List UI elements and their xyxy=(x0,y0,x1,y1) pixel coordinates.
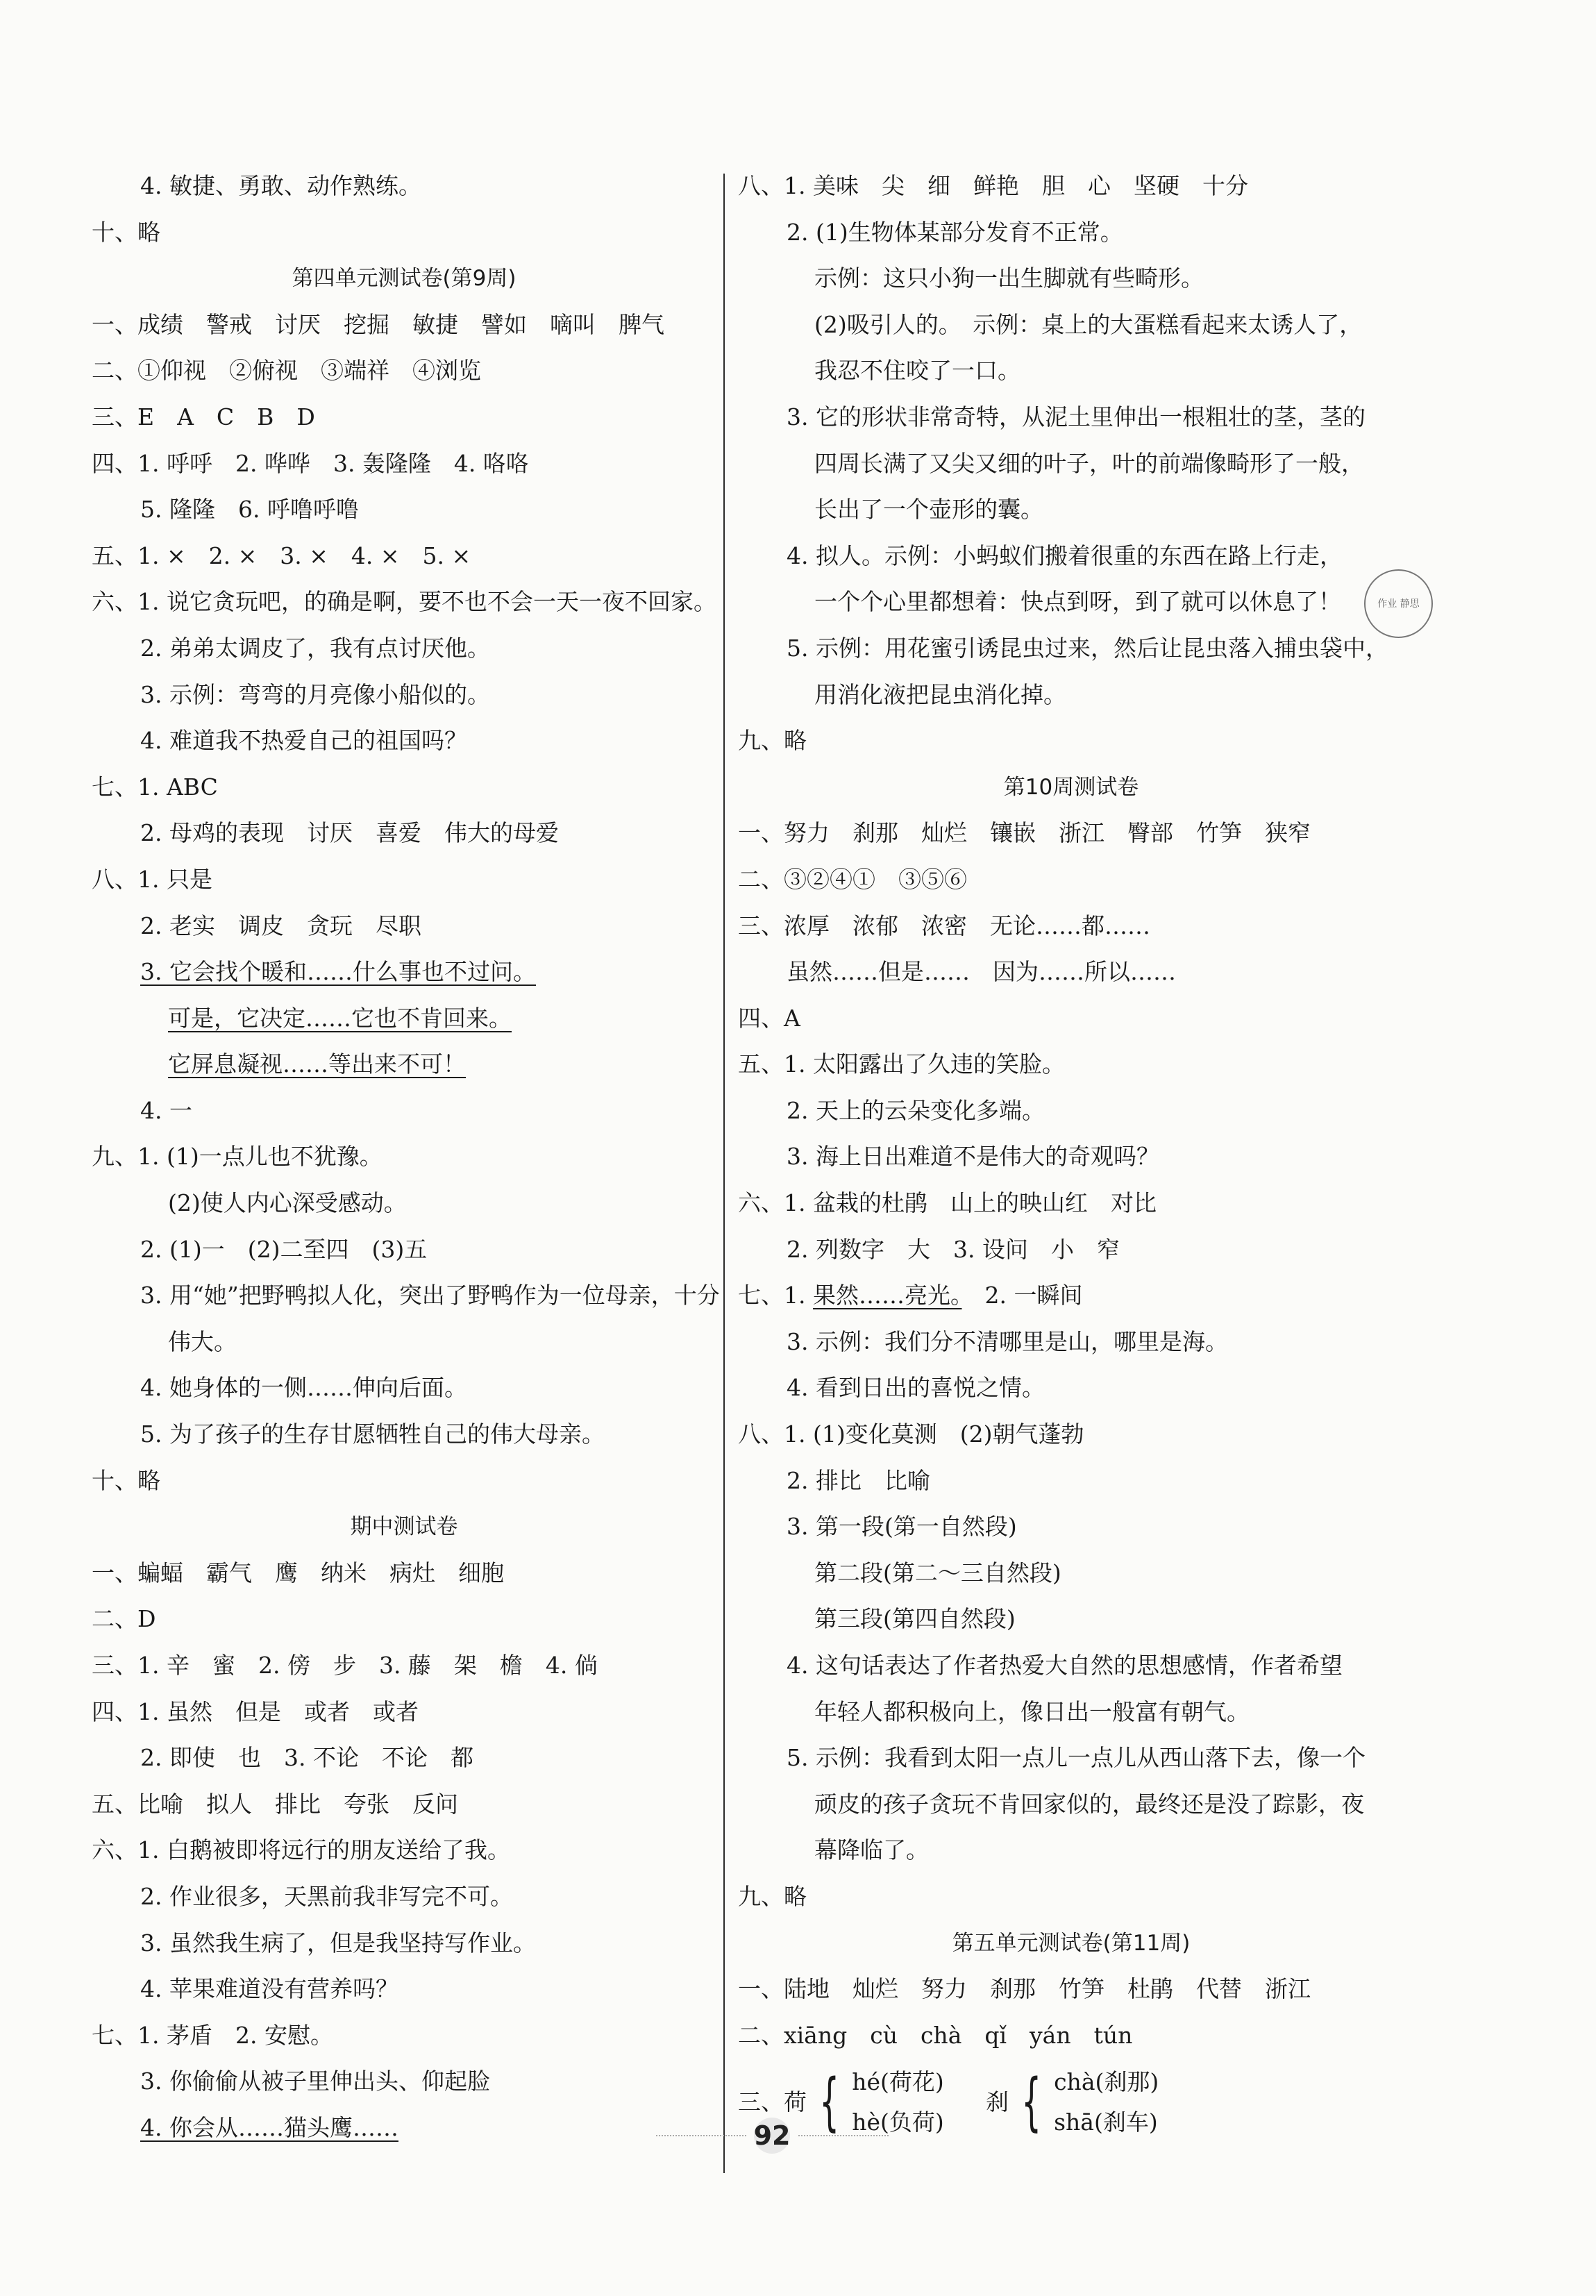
polyphone-char: 荷 xyxy=(784,2088,807,2115)
answer-line xyxy=(92,1458,716,1505)
answer-text: 2. (1)生物体某部分发育不正常。 xyxy=(787,218,1123,246)
answer-line xyxy=(92,1596,716,1643)
answer-line xyxy=(92,1689,716,1736)
answer-line xyxy=(738,1227,1404,1273)
answer-line xyxy=(92,1319,716,1366)
answer-text: 第四单元测试卷(第9周) xyxy=(292,266,516,292)
answer-text: 九、略 xyxy=(738,727,807,755)
answer-line xyxy=(738,1735,1404,1782)
answer-text: 一、努力 刹那 灿烂 镶嵌 浙江 臀部 竹笋 狭窄 xyxy=(738,819,1311,847)
answer-text: 十、略 xyxy=(92,1466,160,1494)
answer-line xyxy=(738,1966,1404,2013)
answer-text: 一个个心里都想着：快点到呀，到了就可以休息了！ xyxy=(814,588,1341,616)
answer-line xyxy=(738,533,1404,580)
answer-text: 六、1. 说它贪玩吧，的确是啊，要不也不会一天一夜不回家。 xyxy=(92,588,716,616)
answer-text: 3. 示例：我们分不清哪里是山，哪里是海。 xyxy=(787,1327,1228,1355)
answer-line xyxy=(738,949,1404,996)
answer-text: 四、A xyxy=(738,1004,800,1032)
answer-line xyxy=(92,1273,720,1319)
section-heading xyxy=(92,1504,716,1550)
answer-line xyxy=(738,857,1404,903)
column-divider xyxy=(723,174,725,2173)
answer-line xyxy=(738,1134,1404,1180)
answer-line: 七、1. 果然……亮光。 2. 一瞬间 xyxy=(738,1282,1083,1309)
answer-text: 三、1. 辛 蜜 2. 傍 步 3. 藤 架 檐 4. 倘 xyxy=(92,1652,598,1679)
answer-line xyxy=(738,1643,1404,1689)
answer-text: 一、陆地 灿烂 努力 刹那 竹笋 杜鹃 代替 浙江 xyxy=(738,1975,1311,2003)
answer-line xyxy=(92,579,716,626)
answer-text: 2. 即使 也 3. 不论 不论 都 xyxy=(140,1744,473,1772)
answer-line xyxy=(92,1782,716,1828)
answer-line xyxy=(92,1041,716,1088)
answer-text: 4. 她身体的一侧……伸向后面。 xyxy=(140,1374,467,1402)
answer-line xyxy=(92,810,716,857)
answer-text: 顽皮的孩子贪玩不肯回家似的，最终还是没了踪影，夜 xyxy=(814,1790,1364,1818)
reading-item: hè(负荷) xyxy=(852,2108,944,2136)
answer-line xyxy=(92,163,716,210)
answer-line xyxy=(92,949,716,996)
answer-text: 5. 为了孩子的生存甘愿牺牲自己的伟大母亲。 xyxy=(140,1421,605,1448)
answer-text: 示例：这只小狗一出生脚就有些畸形。 xyxy=(814,265,1204,292)
answer-line xyxy=(738,1550,1404,1597)
answer-text: 我忍不住咬了一口。 xyxy=(814,357,1020,385)
answer-line xyxy=(92,1088,716,1134)
answer-text: 第五单元测试卷(第11周) xyxy=(952,1930,1191,1956)
answer-text: 第二段(第二～三自然段) xyxy=(814,1559,1061,1586)
answer-line xyxy=(92,1365,716,1411)
answer-line xyxy=(92,1735,716,1782)
answer-line xyxy=(738,718,1404,764)
answer-text: 六、1. 白鹅被即将远行的朋友送给了我。 xyxy=(92,1836,510,1864)
answer-text: 5. 隆隆 6. 呼噜呼噜 xyxy=(140,496,359,523)
answer-text: 3. 示例：弯弯的月亮像小船似的。 xyxy=(140,680,490,708)
answer-line xyxy=(92,2105,716,2152)
answer-text: 二、①仰视 ②俯视 ③端祥 ④浏览 xyxy=(92,357,481,385)
polyphone-section xyxy=(738,2059,1404,2145)
answer-text: 4. 这句话表达了作者热爱大自然的思想感情，作者希望 xyxy=(787,1652,1343,1679)
answer-text: 2. 作业很多，天黑前我非写完不可。 xyxy=(140,1882,513,1910)
answer-line xyxy=(738,1365,1404,1411)
answer-line xyxy=(738,1504,1404,1550)
answer-line xyxy=(92,1643,716,1689)
answer-text: 一、蝙蝠 霸气 鹰 纳米 病灶 细胞 xyxy=(92,1559,504,1586)
answer-text: 2. 列数字 大 3. 设问 小 窄 xyxy=(787,1235,1120,1263)
answer-text: (2)使人内心深受感动。 xyxy=(168,1189,407,1217)
answer-text: 4. 你会从……猫头鹰…… xyxy=(140,2113,398,2141)
polyphone-group xyxy=(986,2062,1159,2143)
brace-icon: { xyxy=(1021,2065,1041,2138)
answer-line xyxy=(92,1550,716,1597)
answer-line xyxy=(92,1966,716,2013)
answer-text: 七、1. ABC xyxy=(92,773,218,801)
answer-line xyxy=(92,1134,716,1180)
answer-text: 四周长满了又尖又细的叶子，叶的前端像畸形了一般， xyxy=(814,449,1364,477)
answer-text: 期中测试卷 xyxy=(350,1514,458,1540)
reading-item: hé(荷花) xyxy=(852,2068,944,2095)
answer-text: 2. (1)一 (2)二至四 (3)五 xyxy=(140,1235,428,1263)
reading-item: shā(刹车) xyxy=(1054,2108,1158,2136)
answer-line xyxy=(92,394,716,441)
footer-dots-left xyxy=(656,2135,746,2136)
answer-text: 五、比喻 拟人 排比 夸张 反问 xyxy=(92,1790,458,1818)
section-prefix: 三、 xyxy=(738,2088,784,2115)
answer-line xyxy=(92,1180,716,1227)
answer-text: 四、1. 呼呼 2. 哗哗 3. 轰隆隆 4. 咯咯 xyxy=(92,449,529,477)
answer-text: 四、1. 虽然 但是 或者 或者 xyxy=(92,1698,419,1725)
answer-line xyxy=(92,441,716,487)
answer-text: 二、③②④① ③⑤⑥ xyxy=(738,865,967,893)
answer-line xyxy=(738,1458,1404,1505)
answer-line xyxy=(92,1227,716,1273)
answer-text: 4. 看到日出的喜悦之情。 xyxy=(787,1374,1045,1402)
answer-text: 三、E A C B D xyxy=(92,403,315,430)
polyphone-group xyxy=(784,2062,944,2143)
answer-line xyxy=(738,1782,1404,1828)
answer-text: 一、成绩 警戒 讨厌 挖掘 敏捷 譬如 嘀叫 脾气 xyxy=(92,310,664,338)
answer-text: 十、略 xyxy=(92,218,160,246)
answer-line xyxy=(92,2059,716,2105)
answer-text: 2. 排比 比喻 xyxy=(787,1466,930,1494)
answer-text: 六、1. 盆栽的杜鹃 山上的映山红 对比 xyxy=(738,1189,1157,1217)
answer-text: 4. 苹果难道没有营养吗？ xyxy=(140,1975,398,2003)
answer-line xyxy=(738,626,1404,672)
answer-text: 3. 用“她”把野鸭拟人化，突出了野鸭作为一位母亲，十分 xyxy=(140,1282,720,1309)
answer-text: 二、xiāng cù chà qǐ yán tún xyxy=(738,2021,1133,2049)
page-number: 92 xyxy=(754,2118,790,2154)
answer-line xyxy=(92,672,716,719)
answer-line xyxy=(92,626,716,672)
answer-line xyxy=(738,348,1404,394)
answer-text: 九、略 xyxy=(738,1882,807,1910)
answer-text: 第10周测试卷 xyxy=(1003,774,1139,800)
stamp-text: 作业 静思 xyxy=(1377,598,1420,610)
answer-line xyxy=(738,810,1404,857)
section-heading xyxy=(92,255,716,302)
answer-line xyxy=(738,1041,1404,1088)
answer-line xyxy=(738,441,1404,487)
polyphone-char: 刹 xyxy=(985,2088,1009,2115)
answer-line xyxy=(738,672,1404,719)
answer-text: 八、1. 只是 xyxy=(92,865,212,893)
answer-line xyxy=(92,857,716,903)
answer-line xyxy=(92,718,716,764)
answer-line xyxy=(738,579,1404,626)
answer-text: 可是，它决定……它也不肯回来。 xyxy=(168,1004,512,1032)
answer-text: 4. 难道我不热爱自己的祖国吗？ xyxy=(140,727,467,755)
answer-text: 3. 它的形状非常奇特，从泥土里伸出一根粗壮的茎，茎的 xyxy=(787,403,1366,430)
answer-line xyxy=(92,1827,716,1874)
answer-text: 2. 老实 调皮 贪玩 尽职 xyxy=(140,912,421,939)
section-heading xyxy=(738,1920,1404,1967)
answer-text: 3. 第一段(第一自然段) xyxy=(787,1513,1017,1541)
answer-line xyxy=(738,163,1404,210)
answer-line xyxy=(738,996,1404,1042)
answer-text: 3. 你偷偷从被子里伸出头、仰起脸 xyxy=(140,2068,490,2095)
answer-line xyxy=(738,394,1404,441)
right-column xyxy=(738,163,1404,2145)
answer-text: 它屏息凝视……等出来不可！ xyxy=(168,1050,466,1078)
answer-line xyxy=(738,1411,1404,1458)
answer-line xyxy=(92,1411,716,1458)
left-column xyxy=(92,163,720,2152)
answer-text: 九、1. (1)一点儿也不犹豫。 xyxy=(92,1143,383,1171)
answer-line xyxy=(92,2013,716,2059)
answer-line xyxy=(92,487,716,533)
footer-dots-right xyxy=(798,2135,889,2136)
answer-text: 5. 示例：我看到太阳一点儿一点儿从西山落下去，像一个 xyxy=(787,1744,1366,1772)
answer-line xyxy=(738,1827,1404,1874)
answer-text: 年轻人都积极向上，像日出一般富有朝气。 xyxy=(814,1698,1250,1725)
answer-line xyxy=(738,1689,1404,1736)
answer-text: 4. 拟人。示例：小蚂蚁们搬着很重的东西在路上行走， xyxy=(787,542,1343,569)
answer-line xyxy=(738,2013,1404,2059)
answer-line xyxy=(738,1180,1404,1227)
answer-line xyxy=(738,487,1404,533)
answer-text: 4. 敏捷、勇敢、动作熟练。 xyxy=(140,172,421,199)
answer-text: 二、D xyxy=(92,1605,156,1633)
answer-text: 八、1. (1)变化莫测 (2)朝气蓬勃 xyxy=(738,1421,1084,1448)
answer-text: 4. 一 xyxy=(140,1096,192,1124)
answer-text: 3. 海上日出难道不是伟大的奇观吗？ xyxy=(787,1143,1159,1171)
answer-line xyxy=(92,764,716,811)
answer-text: 八、1. 美味 尖 细 鲜艳 胆 心 坚硬 十分 xyxy=(738,172,1248,199)
answer-line xyxy=(738,1596,1404,1643)
answer-text: 3. 虽然我生病了，但是我坚持写作业。 xyxy=(140,1929,536,1956)
answer-text: 3. 它会找个暖和……什么事也不过问。 xyxy=(140,958,536,986)
answer-text: 第三段(第四自然段) xyxy=(814,1605,1016,1633)
brace-icon: { xyxy=(819,2065,839,2138)
answer-line xyxy=(738,1088,1404,1134)
answer-text: 2. 天上的云朵变化多端。 xyxy=(787,1096,1045,1124)
answer-text: 虽然……但是…… 因为……所以…… xyxy=(787,958,1176,986)
answer-line xyxy=(92,533,716,580)
answer-text: 五、1. 太阳露出了久违的笑脸。 xyxy=(738,1050,1065,1078)
answer-line xyxy=(738,302,1404,349)
answer-line xyxy=(738,1319,1404,1366)
answer-line xyxy=(92,1920,716,1967)
answer-text: 三、浓厚 浓郁 浓密 无论……都…… xyxy=(738,912,1150,939)
answer-line xyxy=(92,210,716,256)
stamp-icon xyxy=(1364,569,1433,638)
answer-text: (2)吸引人的。 示例：桌上的大蛋糕看起来太诱人了， xyxy=(814,310,1363,338)
answer-text: 五、1. × 2. × 3. × 4. × 5. × xyxy=(92,542,471,569)
answer-line xyxy=(92,302,716,349)
answer-text: 用消化液把昆虫消化掉。 xyxy=(814,680,1066,708)
answer-text: 2. 弟弟太调皮了，我有点讨厌他。 xyxy=(140,634,490,662)
answer-line xyxy=(738,903,1404,950)
answer-line xyxy=(738,210,1404,256)
section-heading xyxy=(738,764,1404,811)
answer-line xyxy=(92,1874,716,1920)
reading-item: chà(刹那) xyxy=(1054,2068,1159,2095)
answer-line xyxy=(92,996,716,1042)
answer-text: 2. 母鸡的表现 讨厌 喜爱 伟大的母爱 xyxy=(140,819,559,847)
answer-line xyxy=(92,348,716,394)
answer-line xyxy=(738,1874,1404,1920)
answer-text: 5. 示例：用花蜜引诱昆虫过来，然后让昆虫落入捕虫袋中， xyxy=(787,634,1388,662)
answer-text: 七、1. 茅盾 2. 安慰。 xyxy=(92,2021,333,2049)
answer-text: 幕降临了。 xyxy=(814,1836,929,1864)
answer-text: 伟大。 xyxy=(168,1327,237,1355)
answer-line xyxy=(738,255,1404,302)
answer-text: 长出了一个壶形的囊。 xyxy=(814,496,1043,523)
answer-line xyxy=(92,903,716,950)
